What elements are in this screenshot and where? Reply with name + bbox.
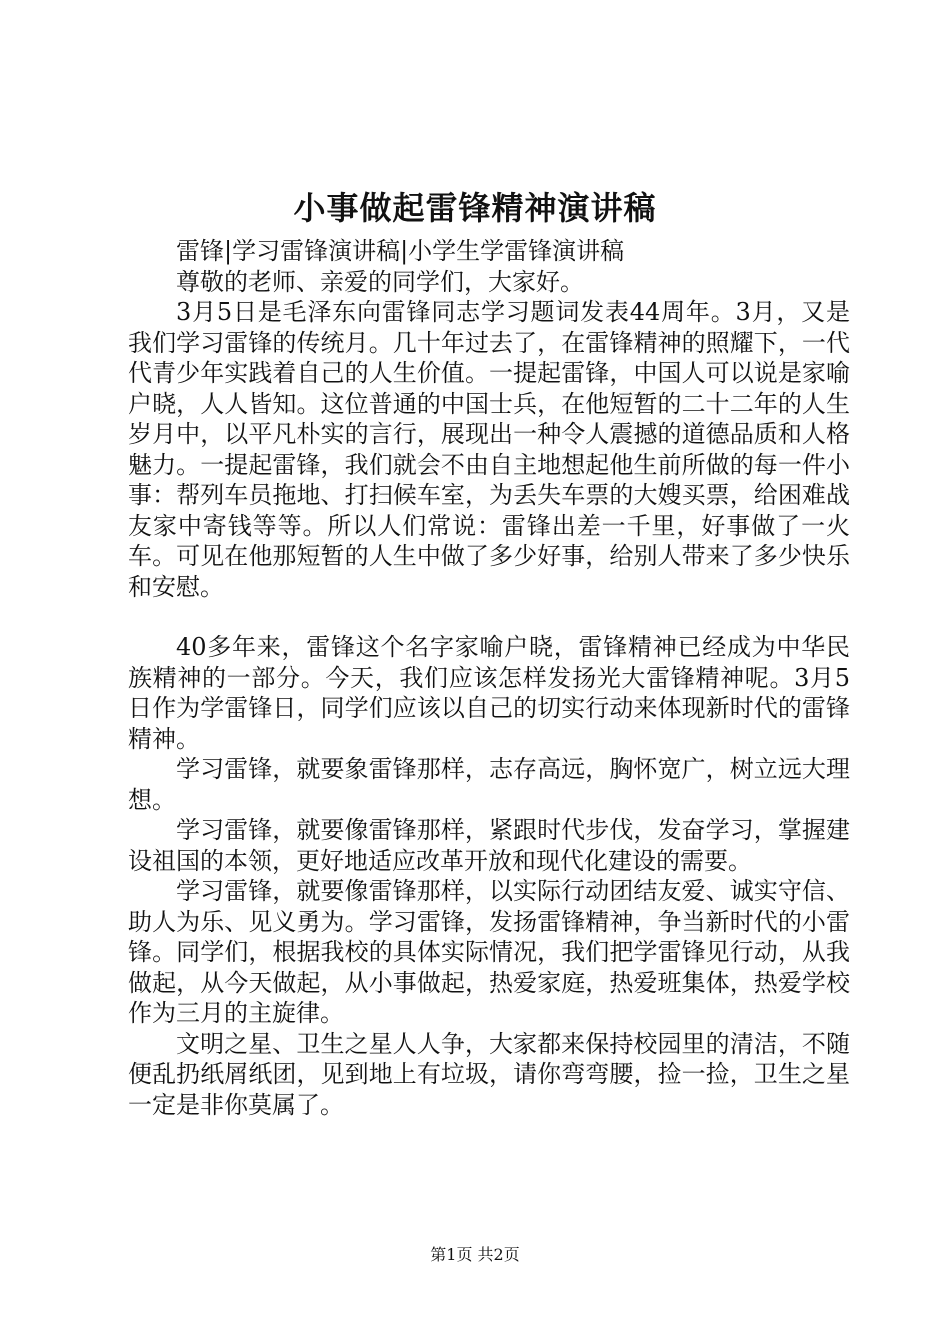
body-paragraph: 学习雷锋，就要象雷锋那样，志存高远，胸怀宽广，树立远大理想。 [128,755,850,814]
document-title: 小事做起雷锋精神演讲稿 [293,189,657,227]
document-body [128,236,850,1120]
body-paragraph: 学习雷锋，就要像雷锋那样，以实际行动团结友爱、诚实守信、助人为乐、见义勇为。学习雷锋，发扬雷锋精神，争当新时代的小雷锋。同学们，根据我校的具体实际情况，我们把学雷锋见行动，从我做起，从今天做起，从小事做起，热爱家庭，热爱班集体，热爱学校作为三月的主旋律。 [128,877,850,1027]
body-paragraph: 3月5日是毛泽东向雷锋同志学习题词发表44周年。3月，又是我们学习雷锋的传统月。几十年过去了，在雷锋精神的照耀下，一代代青少年实践着自己的人生价值。一提起雷锋，中国人可以说是家喻户晓，人人皆知。这位普通的中国士兵，在他短暂的二十二年的人生岁月中，以平凡朴实的言行，展现出一种令人震撼的道德品质和人格魅力。一提起雷锋，我们就会不由自主地想起他生前所做的每一件小事：帮列车员拖地、打扫候车室，为丢失车票的大嫂买票，给困难战友家中寄钱等等。所以人们常说：雷锋出差一千里，好事做了一火车。可见在他那短暂的人生中做了多少好事，给别人带来了多少快乐和安慰。 [128,298,850,601]
page-number-footer: 第1页 共2页 [430,1245,520,1264]
body-paragraph: 40多年来，雷锋这个名字家喻户晓，雷锋精神已经成为中华民族精神的一部分。今天，我们应该怎样发扬光大雷锋精神呢。3月5日作为学雷锋日，同学们应该以自己的切实行动来体现新时代的雷锋精神。 [128,633,850,753]
body-paragraph: 文明之星、卫生之星人人争，大家都来保持校园里的清洁，不随便乱扔纸屑纸团，见到地上有垃圾，请你弯弯腰，捡一捡，卫生之星一定是非你莫属了。 [128,1029,850,1119]
body-paragraph: 学习雷锋，就要像雷锋那样，紧跟时代步伐，发奋学习，掌握建设祖国的本领，更好地适应改革开放和现代化建设的需要。 [128,816,850,875]
tags-line: 雷锋|学习雷锋演讲稿|小学生学雷锋演讲稿 [176,237,625,265]
greeting-paragraph: 尊敬的老师、亲爱的同学们，大家好。 [176,267,584,296]
